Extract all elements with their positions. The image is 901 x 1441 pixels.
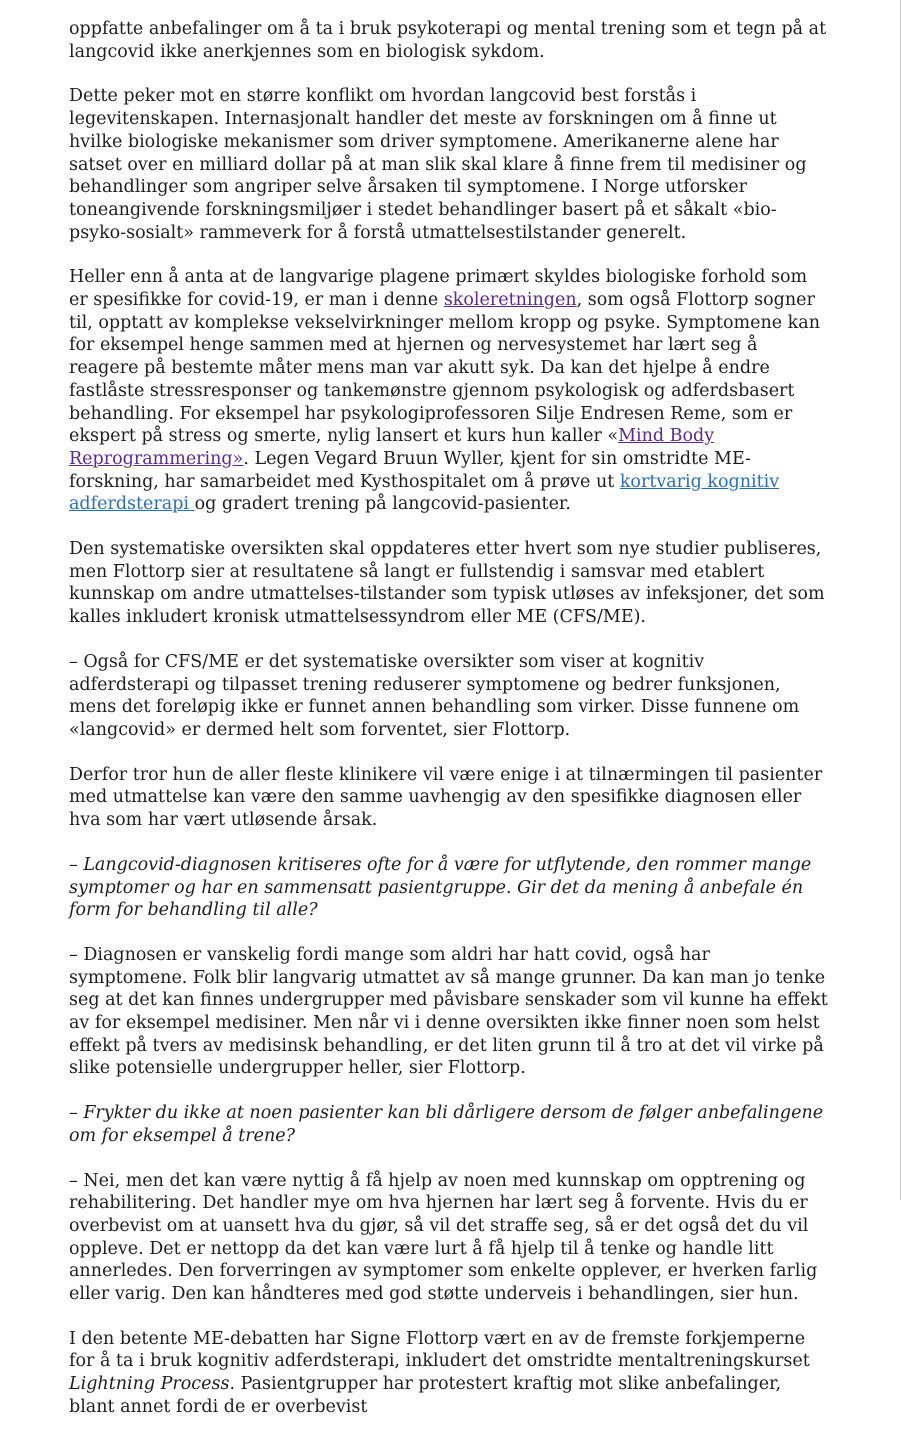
paragraph: Den systematiske oversikten skal oppdateres etter hvert som nye studier publiseres, men Flottorp sier at resultatene så langt er fullstendig i samsvar med etablert kunnskap om andre utmattelses-tilstander som typisk utløses av infeksjoner, det som kalles inkludert kronisk utmattelsessyndrom eller ME (CFS/ME).: [69, 539, 825, 628]
link-mind-body-reprogrammering[interactable]: Mind Body Reprogrammering»: [69, 426, 715, 469]
paragraph: [69, 266, 829, 516]
text-run: I den betente ME-debatten har Signe Flottorp vært en av de fremste forkjemperne for å ta i bruk kognitiv adferdsterapi, inkludert det omstridte mentaltreningskurset: [69, 1328, 810, 1372]
course-name-italic: Lightning Process: [69, 1374, 230, 1395]
text-run: og gradert trening på langcovid-pasienter.: [194, 494, 571, 515]
paragraph: – Også for CFS/ME er det systematiske oversikter som viser at kognitiv adferdsterapi og tilpasset trening reduserer symptomene og bedrer funksjonen, mens det foreløpig ikke er funnet annen behandling som virker. Disse funnene om «langcovid» er dermed helt som forventet, sier Flottorp.: [69, 651, 800, 740]
paragraph: [69, 1328, 829, 1419]
article-body: [69, 18, 829, 1441]
text-run: , som også Flottorp sogner til, opptatt av komplekse vekselvirkninger mellom kropp og psyke. Symptomene kan for eksempel henge sammen med at hjernen og nervesystemet har lært seg å reagere på bestemte måter mens man var akutt syk. Da kan det hjelpe å endre fastlåste stressresponser og tankemønstre gjennom psykologisk og adferdsbasert behandling. For eksempel har psykologiprofessoren Silje Endresen Reme, som er ekspert på stress og smerte, nylig lansert et kurs hun kaller «: [69, 290, 820, 447]
paragraph: – Nei, men det kan være nyttig å få hjelp av noen med kunnskap om opptrening og rehabilitering. Det handler mye om hva hjernen har lært seg å forvente. Hvis du er overbevist om at uansett hva du gjør, så vil det straffe seg, så er det også det du vil oppleve. Det er nettopp da det kan være lurt å få hjelp til å tenke og handle litt annerledes. Den forverringen av symptomer som enkelte opplever, er hverken farlig eller varig. Den kan håndteres med god støtte underveis i behandlingen, sier hun.: [69, 1170, 818, 1305]
text-run: Heller enn å anta at de langvarige plagene primært skyldes biologiske forhold som er spesifikke for covid-19, er man i denne: [69, 267, 808, 311]
text-run: . Legen Vegard Bruun Wyller, kjent for sin omstridte ME-forskning, har samarbeidet med Kysthospitalet om å prøve ut: [69, 448, 751, 492]
paragraph: – Diagnosen er vanskelig fordi mange som aldri har hatt covid, også har symptomene. Folk blir langvarig utmattet av så mange grunner. Da kan man jo tenke seg at det kan finnes undergrupper med påvisbare senskader som vil kunne ha effekt av for eksempel medisiner. Men når vi i denne oversikten ikke finner noen som helst effekt på tvers av medisinsk behandling, er det liten grunn til å tro at det vil virke på slike potensielle undergrupper heller, sier Flottorp.: [69, 944, 828, 1079]
paragraph: Derfor tror hun de aller fleste klinikere vil være enige i at tilnærmingen til pasienter med utmattelse kan være den samme uavhengig av den spesifikke diagnosen eller hva som har vært utløsende årsak.: [69, 764, 823, 831]
interview-question: – Langcovid-diagnosen kritiseres ofte for å være for utflytende, den rommer mange symptomer og har en sammensatt pasientgruppe. Gir det da mening å anbefale én form for behandling til alle?: [69, 854, 812, 921]
link-skoleretningen[interactable]: skoleretningen: [443, 290, 577, 311]
paragraph: oppfatte anbefalinger om å ta i bruk psykoterapi og mental trening som et tegn på at langcovid ikke anerkjennes som en biologisk sykdom.: [69, 19, 827, 62]
text-run: . Pasientgrupper har protestert kraftig mot slike anbefalinger, blant annet fordi de er overbevist: [69, 1374, 782, 1417]
paragraph: Dette peker mot en større konflikt om hvordan langcovid best forstås i legevitenskapen. Internasjonalt handler det meste av forskningen om å finne ut hvilke biologiske mekanismer som driver symptomene. Amerikanerne alene har satset over en milliard dollar på at man slik skal klare å finne frem til medisiner og behandlinger som angriper selve årsaken til symptomene. I Norge utforsker toneangivende forskningsmiljøer i stedet behandlinger basert på et såkalt «bio-psyko-sosialt» rammeverk for å forstå utmattelsestilstander generelt.: [69, 86, 807, 243]
interview-question: – Frykter du ikke at noen pasienter kan bli dårligere dersom de følger anbefalingene om for eksempel å trene?: [69, 1103, 824, 1146]
link-kortvarig-kognitiv-adferdsterapi[interactable]: kortvarig kognitiv adferdsterapi: [69, 471, 780, 515]
